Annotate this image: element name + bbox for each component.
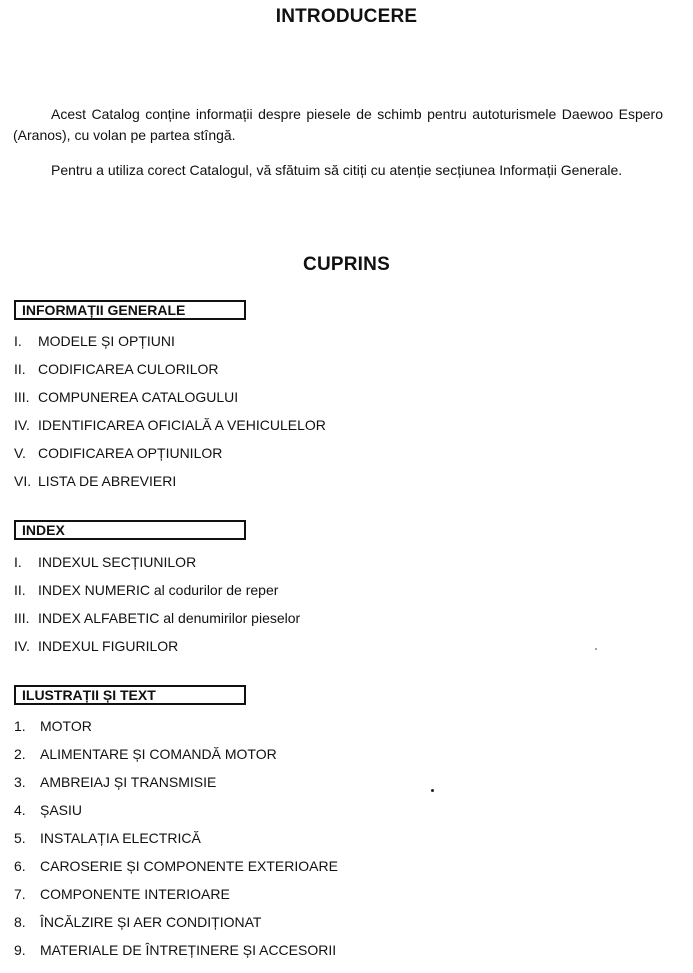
- section-heading-illustrations: ILUSTRAȚII ȘI TEXT: [14, 685, 246, 705]
- item-label: INDEXUL SECȚIUNILOR: [38, 554, 197, 570]
- toc-item: [14, 880, 338, 908]
- intro-paragraph-1: Acest Catalog conține informații despre piesele de schimb pentru autoturismele Daewoo Espero (Aranos), cu volan pe partea stîngă.: [13, 106, 663, 143]
- item-number: II.: [14, 361, 26, 377]
- item-label: INDEX ALFABETIC al denumirilor pieselor: [38, 610, 301, 626]
- toc-item: [14, 908, 338, 936]
- item-label: MOTOR: [40, 718, 92, 734]
- toc-item: [14, 467, 326, 495]
- item-number: 3.: [14, 774, 26, 790]
- section-heading-index: INDEX: [14, 520, 246, 540]
- item-number: IV.: [14, 417, 30, 433]
- toc-item: [14, 604, 300, 632]
- scan-speck: [595, 648, 597, 650]
- item-label: ȘASIU: [40, 802, 83, 818]
- toc-item: [14, 327, 326, 355]
- illustrations-list: [14, 712, 338, 964]
- intro-title: INTRODUCERE: [275, 6, 418, 27]
- item-label: INSTALAȚIA ELECTRICĂ: [40, 830, 201, 846]
- item-number: 2.: [14, 746, 26, 762]
- item-label: MATERIALE DE ÎNTREȚINERE ȘI ACCESORII: [40, 942, 337, 958]
- item-label: CODIFICAREA CULORILOR: [38, 361, 219, 377]
- item-number: IV.: [14, 638, 30, 654]
- toc-item: [14, 548, 300, 576]
- toc-item: [14, 768, 338, 796]
- item-number: I.: [14, 333, 22, 349]
- item-label: COMPUNEREA CATALOGULUI: [38, 389, 239, 405]
- item-label: COMPONENTE INTERIOARE: [40, 886, 230, 902]
- item-number: III.: [14, 389, 30, 405]
- intro-paragraph-2: Pentru a utiliza corect Catalogul, vă sfătuim să citiți cu atenție secțiunea Informații Generale.: [51, 162, 623, 178]
- item-number: VI.: [14, 473, 32, 489]
- toc-item: [14, 632, 300, 660]
- item-label: MODELE ȘI OPȚIUNI: [38, 333, 175, 349]
- item-number: III.: [14, 610, 30, 626]
- toc-item: [14, 824, 338, 852]
- index-list: [14, 548, 300, 660]
- toc-item: [14, 355, 326, 383]
- toc-item: [14, 383, 326, 411]
- toc-item: [14, 576, 300, 604]
- toc-title: CUPRINS: [303, 254, 390, 275]
- item-label: INDEXUL FIGURILOR: [38, 638, 179, 654]
- item-number: 5.: [14, 830, 26, 846]
- toc-item: [14, 439, 326, 467]
- section-heading-general-info: INFORMAȚII GENERALE: [14, 300, 246, 320]
- item-number: 4.: [14, 802, 26, 818]
- scan-speck: [431, 789, 434, 792]
- item-number: 8.: [14, 914, 26, 930]
- item-label: LISTA DE ABREVIERI: [38, 473, 177, 489]
- toc-item: [14, 411, 326, 439]
- item-number: 1.: [14, 718, 26, 734]
- item-number: II.: [14, 582, 26, 598]
- toc-item: [14, 936, 338, 964]
- item-label: ALIMENTARE ȘI COMANDĂ MOTOR: [40, 746, 277, 762]
- toc-item: [14, 712, 338, 740]
- item-label: CODIFICAREA OPȚIUNILOR: [38, 445, 223, 461]
- toc-item: [14, 740, 338, 768]
- item-number: I.: [14, 554, 22, 570]
- toc-item: [14, 796, 338, 824]
- item-label: IDENTIFICAREA OFICIALĂ A VEHICULELOR: [38, 417, 326, 433]
- item-number: 7.: [14, 886, 26, 902]
- item-label: CAROSERIE ȘI COMPONENTE EXTERIOARE: [40, 858, 338, 874]
- item-label: INDEX NUMERIC al codurilor de reper: [38, 582, 279, 598]
- item-number: 9.: [14, 942, 26, 958]
- general-info-list: [14, 327, 326, 495]
- item-number: V.: [14, 445, 26, 461]
- toc-item: [14, 852, 338, 880]
- item-label: AMBREIAJ ȘI TRANSMISIE: [40, 774, 217, 790]
- item-label: ÎNCĂLZIRE ȘI AER CONDIȚIONAT: [40, 914, 262, 930]
- item-number: 6.: [14, 858, 26, 874]
